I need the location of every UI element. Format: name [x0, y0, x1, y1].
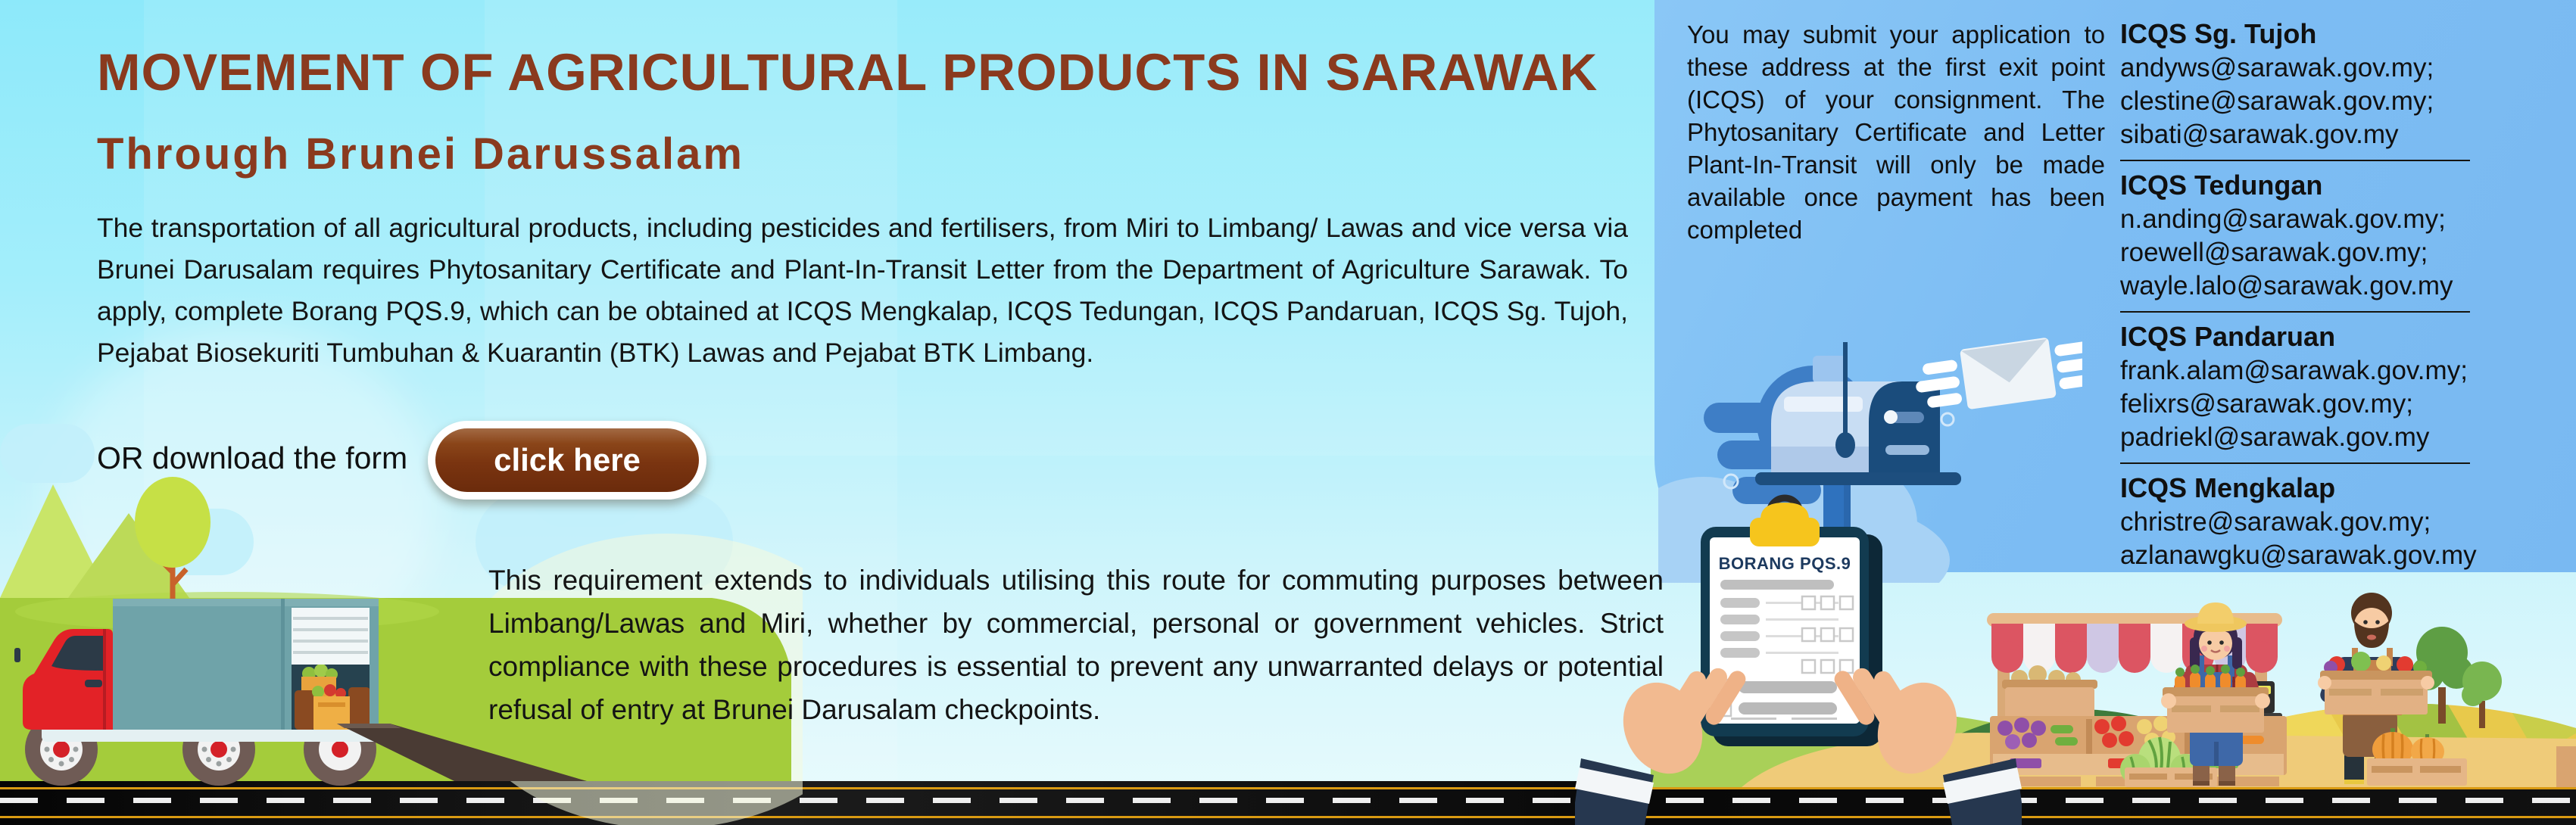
- submission-info: You may submit your application to these address at the first exit point (ICQS) of your consignment. The Phytosanitary Certificate and Letter Plant-In-Transit will only be made available once payment has been completed: [1687, 20, 2105, 244]
- contact-email: sibati@sarawak.gov.my: [2120, 120, 2399, 149]
- contact-divider: [2120, 311, 2470, 313]
- flying-envelope-icon: [1912, 333, 2082, 416]
- contact-email: felixrs@sarawak.gov.my;: [2120, 389, 2413, 419]
- contact-group: [2120, 319, 2480, 464]
- contact-email: wayle.lalo@sarawak.gov.my: [2120, 271, 2453, 300]
- contact-email: frank.alam@sarawak.gov.my;: [2120, 356, 2468, 385]
- mailbox-flag: [1843, 342, 1848, 442]
- clipboard-label: BORANG PQS.9: [1718, 554, 1851, 573]
- contact-divider: [2120, 160, 2470, 161]
- contact-email: roewell@sarawak.gov.my;: [2120, 238, 2428, 267]
- contact-group: [2120, 168, 2480, 313]
- requirement-paragraph: This requirement extends to individuals utilising this route for commuting purposes between Limbang/Lawas and Miri, whether by commercial, personal or government vehicles. Strict compliance with these procedures is essential to prevent any unwarranted delays or potential refusal of entry at Brunei Darusalam checkpoints.: [488, 565, 1664, 725]
- contact-list: [2120, 17, 2480, 572]
- contact-divider: [2120, 462, 2470, 464]
- contact-email: azlanawgku@sarawak.gov.my: [2120, 540, 2477, 570]
- contact-group-name: ICQS Sg. Tujoh: [2120, 18, 2317, 49]
- mailbox-door: [1869, 381, 1940, 472]
- contact-email: clestine@sarawak.gov.my;: [2120, 86, 2434, 116]
- intro-paragraph: The transportation of all agricultural products, including pesticides and fertilisers, from Miri to Limbang/ Lawas and vice versa via Brunei Darusalam requires Phytosanitary Certificate and Plant-In-Transit Letter from the Department of Agriculture Sarawak. To apply, complete Borang PQS.9, which can be obtained at ICQS Mengkalap, ICQS Tedungan, ICQS Pandaruan, ICQS Sg. Tujoh, Pejabat Biosekuriti Tumbuhan & Kuarantin (BTK) Lawas and Pejabat BTK Limbang.: [97, 213, 1628, 368]
- contact-group-name: ICQS Tedungan: [2120, 170, 2323, 201]
- contact-email: padriekl@sarawak.gov.my: [2120, 422, 2430, 452]
- contact-email: christre@sarawak.gov.my;: [2120, 507, 2431, 537]
- contact-group-name: ICQS Pandaruan: [2120, 321, 2336, 352]
- click-here-button[interactable]: click here: [428, 421, 706, 500]
- contact-email: n.anding@sarawak.gov.my;: [2120, 204, 2446, 234]
- contact-group: [2120, 471, 2480, 572]
- contact-group: [2120, 17, 2480, 161]
- contact-group-name: ICQS Mengkalap: [2120, 472, 2336, 503]
- contact-email: andyws@sarawak.gov.my;: [2120, 53, 2434, 82]
- page-title: MOVEMENT OF AGRICULTURAL PRODUCTS IN SARAWAK: [97, 43, 1598, 101]
- page-subtitle: Through Brunei Darussalam: [97, 129, 744, 179]
- download-prompt: OR download the form: [97, 441, 408, 475]
